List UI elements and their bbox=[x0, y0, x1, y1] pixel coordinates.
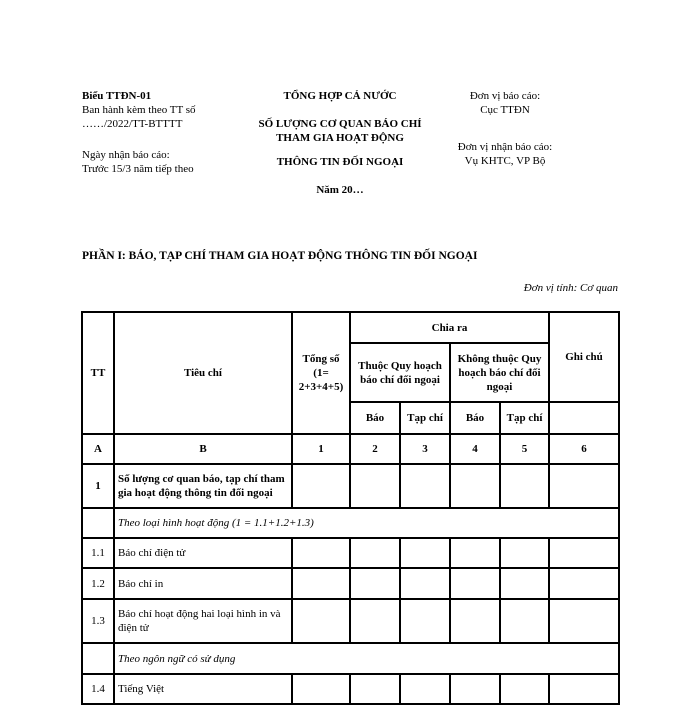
table-row bbox=[82, 599, 619, 643]
col-header-tt: TT bbox=[82, 312, 114, 434]
index-cell: 4 bbox=[450, 434, 500, 464]
data-cell bbox=[292, 568, 350, 599]
col-header-total: Tổng số (1= 2+3+4+5) bbox=[292, 312, 350, 434]
table-row bbox=[82, 464, 619, 508]
data-cell bbox=[350, 538, 400, 568]
form-code: Biểu TTĐN-01 bbox=[82, 90, 152, 102]
report-year: Năm 20… bbox=[316, 184, 364, 196]
unit-note: Đơn vị tính: Cơ quan bbox=[523, 282, 618, 294]
report-title-line1: TỔNG HỢP CẢ NƯỚC bbox=[283, 90, 397, 102]
report-table bbox=[81, 311, 620, 705]
data-cell bbox=[500, 568, 549, 599]
notes-empty-cell bbox=[549, 402, 619, 434]
sub-header-bao-not-in-plan: Báo bbox=[450, 402, 500, 434]
data-cell bbox=[400, 568, 450, 599]
data-cell bbox=[350, 599, 400, 643]
group-row bbox=[82, 643, 619, 674]
receiving-unit-label: Đơn vị nhận báo cáo: bbox=[457, 141, 553, 153]
header-right-block bbox=[440, 89, 570, 168]
issued-with-line2: ……/2022/TT-BTTTT bbox=[82, 118, 183, 130]
data-cell bbox=[450, 599, 500, 643]
index-cell: 1 bbox=[292, 434, 350, 464]
index-cell: 3 bbox=[400, 434, 450, 464]
row-label: Số lượng cơ quan báo, tạp chí tham gia hoạt động thông tin đối ngoại bbox=[114, 464, 292, 508]
section-title: PHẦN I: BÁO, TẠP CHÍ THAM GIA HOẠT ĐỘNG THÔNG TIN ĐỐI NGOẠI bbox=[82, 250, 478, 262]
row-tt: 1.4 bbox=[82, 674, 114, 704]
index-cell: B bbox=[114, 434, 292, 464]
sub-header-tapchi-not-in-plan: Tạp chí bbox=[500, 402, 549, 434]
data-cell bbox=[500, 538, 549, 568]
table-row bbox=[82, 538, 619, 568]
data-cell bbox=[549, 599, 619, 643]
col-header-not-in-plan: Không thuộc Quy hoạch báo chí đối ngoại bbox=[450, 343, 549, 402]
col-header-breakdown: Chia ra bbox=[350, 312, 549, 343]
data-cell bbox=[400, 538, 450, 568]
row-tt bbox=[82, 643, 114, 674]
data-cell bbox=[549, 464, 619, 508]
row-label: Báo chí điện tử bbox=[114, 538, 292, 568]
receiving-unit-value: Vụ KHTC, VP Bộ bbox=[464, 155, 546, 167]
sub-header-bao-in-plan: Báo bbox=[350, 402, 400, 434]
header-left-block bbox=[82, 89, 252, 176]
row-tt: 1 bbox=[82, 464, 114, 508]
row-label: Tiếng Việt bbox=[114, 674, 292, 704]
header-center-block bbox=[240, 89, 440, 197]
col-header-in-plan: Thuộc Quy hoạch báo chí đối ngoại bbox=[350, 343, 450, 402]
report-title-line4: THÔNG TIN ĐỐI NGOẠI bbox=[276, 156, 404, 168]
data-cell bbox=[350, 464, 400, 508]
data-cell bbox=[400, 464, 450, 508]
receive-date-label: Ngày nhận báo cáo: bbox=[82, 149, 170, 161]
row-tt: 1.1 bbox=[82, 538, 114, 568]
sub-header-tapchi-in-plan: Tạp chí bbox=[400, 402, 450, 434]
report-title-line3: THAM GIA HOẠT ĐỘNG bbox=[276, 132, 404, 144]
group-label: Theo ngôn ngữ có sử dụng bbox=[114, 643, 619, 674]
index-row bbox=[82, 434, 619, 464]
row-label: Báo chí in bbox=[114, 568, 292, 599]
data-cell bbox=[500, 464, 549, 508]
row-label: Báo chí hoạt động hai loại hình in và điện tử bbox=[114, 599, 292, 643]
index-cell: 2 bbox=[350, 434, 400, 464]
col-header-criteria: Tiêu chí bbox=[114, 312, 292, 434]
issued-with-line1: Ban hành kèm theo TT số bbox=[82, 104, 196, 116]
col-header-notes: Ghi chú bbox=[549, 312, 619, 402]
data-cell bbox=[292, 599, 350, 643]
data-cell bbox=[292, 538, 350, 568]
row-tt: 1.2 bbox=[82, 568, 114, 599]
reporting-unit-value: Cục TTĐN bbox=[480, 104, 530, 116]
data-cell bbox=[450, 568, 500, 599]
data-cell bbox=[500, 599, 549, 643]
group-row bbox=[82, 508, 619, 538]
data-cell bbox=[350, 568, 400, 599]
index-cell: 6 bbox=[549, 434, 619, 464]
index-cell: A bbox=[82, 434, 114, 464]
row-tt: 1.3 bbox=[82, 599, 114, 643]
reporting-unit-label: Đơn vị báo cáo: bbox=[469, 90, 541, 102]
group-label: Theo loại hình hoạt động (1 = 1.1+1.2+1.3) bbox=[114, 508, 619, 538]
index-cell: 5 bbox=[500, 434, 549, 464]
table-row bbox=[82, 568, 619, 599]
data-cell bbox=[549, 568, 619, 599]
data-cell bbox=[450, 538, 500, 568]
row-tt bbox=[82, 508, 114, 538]
data-cell bbox=[450, 464, 500, 508]
data-cell bbox=[292, 464, 350, 508]
data-cell bbox=[400, 599, 450, 643]
data-cell bbox=[549, 538, 619, 568]
receive-date-value: Trước 15/3 năm tiếp theo bbox=[82, 163, 194, 175]
report-title-line2: SỐ LƯỢNG CƠ QUAN BÁO CHÍ bbox=[258, 118, 422, 130]
